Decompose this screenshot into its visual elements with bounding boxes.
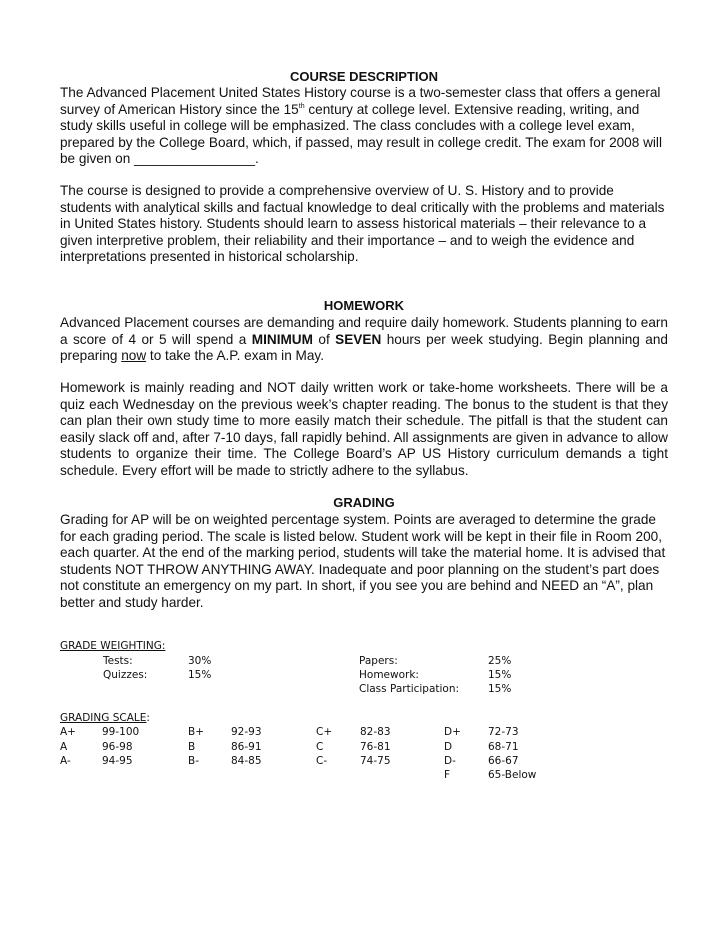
course-description-paragraph-2: The course is designed to provide a comprehensive overview of U. S. History and to provide students with analytical skills and factual knowledge to deal critically with the problems and materials in United States history. Students should learn to assess historical materials – their relevance to a given interpretive problem, their reliability and their importance – and to weigh the evidence and interpretations presented in historical scholarship. — [60, 183, 665, 265]
grade-letter: B+ — [188, 726, 205, 738]
grade-range: 82-83 — [360, 726, 391, 738]
grade-range: 94-95 — [102, 755, 133, 767]
weighting-left-name: Quizzes: — [103, 669, 148, 681]
grading-paragraph: Grading for AP will be on weighted percentage system. Points are averaged to determine the grade for each grading period. The scale is listed below. Student work will be kept in their file in Room 200, each quarter. At the end of the marking period, students will take the material home. It is advised that students NOT THROW ANYTHING AWAY. Inadequate and poor planning on the student’s part does not constitute an emergency on my part. In short, if you see you are behind and NEED an “A”, plan better and study harder. — [60, 512, 666, 610]
weighting-right-pct: 15% — [488, 669, 512, 681]
homework-text-c: hours per week studying. Begin planning and preparing — [60, 331, 668, 364]
weighting-left-name: Tests: — [103, 655, 133, 667]
grading-scale-label-colon: : — [146, 712, 150, 724]
homework-paragraph-2: Homework is mainly reading and NOT daily written work or take-home worksheets. There will be a quiz each Wednesday on the previous week’s chapter reading. The bonus to the student is that they can plan their own study time to more easily match their schedule. The pitfall is that the student can easily slack off and, after 7-10 days, fall rapidly behind. All assignments are given in advance to allow students to organize their time. The College Board’s AP US History curriculum demands a tight schedule. Every effort will be made to strictly adhere to the syllabus. — [60, 380, 668, 478]
seven-emphasis: SEVEN — [335, 331, 382, 347]
grading-heading: GRADING — [333, 495, 395, 510]
grade-letter: F — [444, 769, 451, 781]
grade-weighting-label: GRADE WEIGHTING: — [60, 640, 166, 652]
grade-range: 72-73 — [488, 726, 519, 738]
grade-letter: C+ — [316, 726, 333, 738]
grade-letter: C — [316, 741, 324, 753]
homework-paragraph-1 — [60, 315, 668, 365]
grade-letter: C- — [316, 755, 328, 767]
grade-letter: B- — [188, 755, 199, 767]
grade-range: 76-81 — [360, 741, 391, 753]
now-emphasis: now — [121, 348, 147, 364]
homework-text-b: of — [312, 331, 336, 347]
grade-range: 66-67 — [488, 755, 519, 767]
grade-letter: B — [188, 741, 196, 753]
grade-letter: D+ — [444, 726, 461, 738]
grade-range: 65-Below — [488, 769, 537, 781]
grade-range: 84-85 — [231, 755, 262, 767]
course-description-text-1: The Advanced Placement United States History course is a two-semester class that offers a general survey of American History since the 15 — [60, 85, 661, 117]
homework-heading: HOMEWORK — [323, 298, 405, 313]
course-description-text-2: century at college level. Extensive reading, writing, and study skills useful in college will be emphasized. The class concludes with a college level exam, prepared by the College Board, which, if passed, may result in college credit. The exam for 2008 will be given on ________________. — [60, 101, 662, 167]
grade-letter: D- — [444, 755, 456, 767]
homework-text-a: Advanced Placement courses are demanding and require daily homework. Students planning to earn a score of 4 or 5 will spend a — [60, 315, 668, 347]
grade-range: 86-91 — [231, 741, 262, 753]
weighting-right-name: Class Participation: — [359, 683, 460, 695]
course-description-paragraph-1 — [60, 85, 668, 168]
weighting-left-pct: 15% — [188, 669, 212, 681]
superscript-th: th — [298, 102, 305, 110]
grade-letter: A+ — [60, 726, 76, 738]
grade-range: 74-75 — [360, 755, 391, 767]
grading-scale-label-text: GRADING SCALE — [60, 712, 147, 724]
grade-letter: A- — [60, 755, 71, 767]
grade-letter: A — [60, 741, 68, 753]
grade-letter: D — [444, 741, 453, 753]
grading-scale-label — [60, 712, 150, 724]
course-description-heading: COURSE DESCRIPTION — [289, 69, 439, 84]
weighting-right-name: Papers: — [359, 655, 398, 667]
grade-range: 96-98 — [102, 741, 133, 753]
grade-range: 92-93 — [231, 726, 262, 738]
homework-text-d: to take the A.P. exam in May. — [146, 348, 324, 364]
minimum-emphasis: MINIMUM — [251, 331, 313, 347]
grade-range: 68-71 — [488, 741, 519, 753]
weighting-right-pct: 15% — [488, 683, 512, 695]
weighting-left-pct: 30% — [188, 655, 212, 667]
weighting-right-name: Homework: — [359, 669, 419, 681]
weighting-right-pct: 25% — [488, 655, 512, 667]
grade-range: 99-100 — [102, 726, 140, 738]
